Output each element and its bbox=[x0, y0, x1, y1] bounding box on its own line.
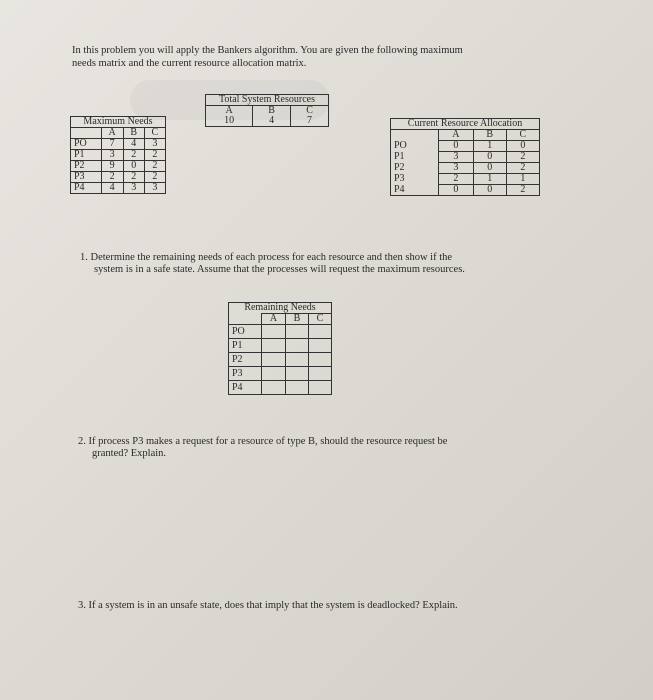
question-3 bbox=[78, 600, 548, 612]
remaining-cell[interactable] bbox=[262, 325, 286, 339]
table-row: P2 3 0 2 bbox=[391, 163, 540, 174]
table-row: P2 9 0 2 bbox=[71, 161, 166, 172]
intro-line-2: needs matrix and the current resource allocation matrix. bbox=[72, 58, 307, 69]
question-2-line-1: 2. If process P3 makes a request for a resource of type B, should the resource request be bbox=[78, 436, 448, 447]
question-1-line-2: system is in a safe state. Assume that the processes will request the maximum resources. bbox=[94, 264, 465, 275]
remaining-cell[interactable] bbox=[308, 381, 331, 395]
remaining-header-a: A bbox=[262, 314, 286, 325]
remaining-cell[interactable] bbox=[262, 381, 286, 395]
alloc-header-c: C bbox=[506, 130, 539, 141]
remaining-cell[interactable] bbox=[285, 353, 308, 367]
table-row: P3 2 1 1 bbox=[391, 174, 540, 185]
table-row: P4 bbox=[229, 381, 332, 395]
table-row: P1 3 0 2 bbox=[391, 152, 540, 163]
intro-line-1: In this problem you will apply the Bankers algorithm. You are given the following maximum bbox=[72, 45, 463, 56]
table-row: P4 0 0 2 bbox=[391, 185, 540, 196]
total-value-b: 4 bbox=[253, 116, 291, 127]
remaining-header-c: C bbox=[308, 314, 331, 325]
table-row: P3 2 2 2 bbox=[71, 172, 166, 183]
max-needs-title: Maximum Needs bbox=[71, 117, 166, 128]
remaining-cell[interactable] bbox=[308, 367, 331, 381]
remaining-cell[interactable] bbox=[262, 367, 286, 381]
table-row: P3 bbox=[229, 367, 332, 381]
question-1-line-1: 1. Determine the remaining needs of each process for each resource and then show if the bbox=[80, 252, 453, 263]
alloc-header-a: A bbox=[439, 130, 474, 141]
total-value-a: 10 bbox=[206, 116, 253, 127]
total-value-c: 7 bbox=[291, 116, 329, 127]
total-resources-title: Total System Resources bbox=[206, 95, 329, 106]
table-row: P2 bbox=[229, 353, 332, 367]
remaining-cell[interactable] bbox=[285, 367, 308, 381]
question-2-line-2: granted? Explain. bbox=[92, 448, 167, 459]
total-header-a: A bbox=[206, 106, 253, 117]
maximum-needs-table bbox=[70, 116, 166, 194]
question-2 bbox=[78, 436, 548, 460]
alloc-header-b: B bbox=[473, 130, 506, 141]
table-row: PO 0 1 0 bbox=[391, 141, 540, 152]
table-row: P1 3 2 2 bbox=[71, 150, 166, 161]
remaining-cell[interactable] bbox=[308, 339, 331, 353]
table-row: PO 7 4 3 bbox=[71, 139, 166, 150]
intro-paragraph bbox=[72, 44, 542, 70]
remaining-needs-title: Remaining Needs bbox=[229, 303, 332, 314]
question-1 bbox=[80, 252, 550, 276]
current-allocation-title: Current Resource Allocation bbox=[391, 119, 540, 130]
total-header-b: B bbox=[253, 106, 291, 117]
remaining-header-b: B bbox=[285, 314, 308, 325]
total-header-c: C bbox=[291, 106, 329, 117]
remaining-cell[interactable] bbox=[285, 339, 308, 353]
remaining-cell[interactable] bbox=[285, 325, 308, 339]
max-header-b: B bbox=[123, 128, 144, 139]
table-row: P1 bbox=[229, 339, 332, 353]
remaining-cell[interactable] bbox=[308, 353, 331, 367]
table-row: PO bbox=[229, 325, 332, 339]
remaining-cell[interactable] bbox=[262, 339, 286, 353]
remaining-cell[interactable] bbox=[285, 381, 308, 395]
total-resources-table bbox=[205, 94, 329, 127]
current-allocation-table bbox=[390, 118, 540, 196]
question-3-line-1: 3. If a system is in an unsafe state, does that imply that the system is deadlocked? Explain. bbox=[78, 600, 458, 611]
remaining-needs-table bbox=[228, 302, 332, 395]
max-header-a: A bbox=[101, 128, 123, 139]
table-row: P4 4 3 3 bbox=[71, 183, 166, 194]
remaining-cell[interactable] bbox=[308, 325, 331, 339]
max-header-c: C bbox=[144, 128, 165, 139]
remaining-cell[interactable] bbox=[262, 353, 286, 367]
